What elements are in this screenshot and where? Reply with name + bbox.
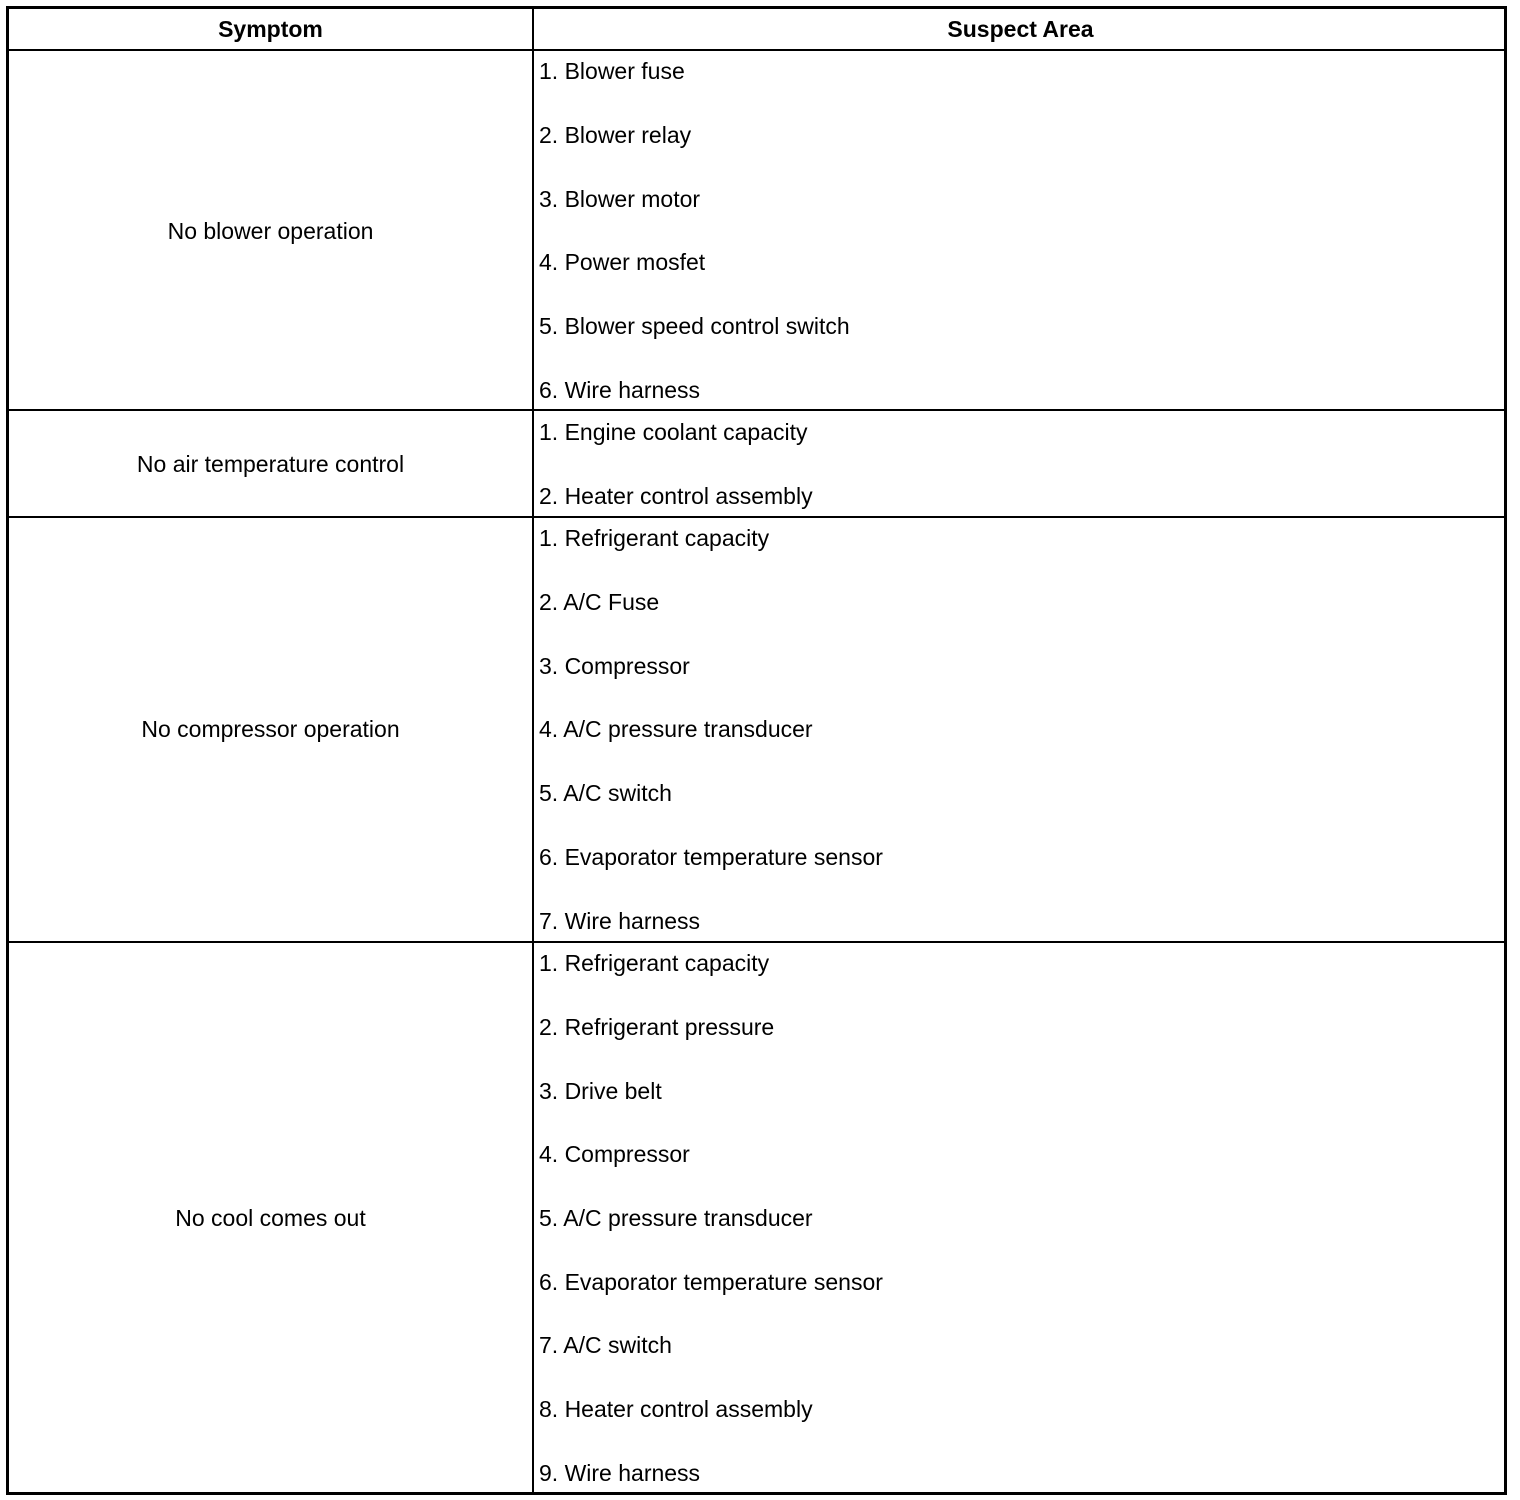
suspect-item: 1. Refrigerant capacity — [539, 525, 770, 551]
symptom-cell: No air temperature control — [136, 451, 405, 477]
suspect-item: 5. Blower speed control switch — [539, 313, 850, 339]
suspect-item: 9. Wire harness — [539, 1460, 701, 1486]
column-divider — [532, 9, 534, 1492]
suspect-item: 5. A/C switch — [539, 780, 672, 806]
row-divider — [9, 516, 1504, 518]
row-divider — [9, 941, 1504, 943]
suspect-item: 4. A/C pressure transducer — [539, 716, 813, 742]
symptom-cell: No blower operation — [167, 218, 374, 244]
suspect-item: 7. A/C switch — [539, 1332, 672, 1358]
suspect-item: 2. A/C Fuse — [539, 589, 660, 615]
header-suspect-area: Suspect Area — [947, 16, 1094, 42]
suspect-item: 2. Heater control assembly — [539, 483, 813, 509]
header-symptom: Symptom — [218, 16, 323, 42]
suspect-item: 3. Compressor — [539, 653, 690, 679]
symptom-cell: No cool comes out — [175, 1205, 366, 1231]
row-divider — [9, 409, 1504, 411]
suspect-item: 4. Compressor — [539, 1141, 690, 1167]
suspect-item: 2. Blower relay — [539, 122, 692, 148]
header-divider — [9, 49, 1504, 51]
suspect-item: 6. Wire harness — [539, 377, 701, 403]
suspect-item: 3. Blower motor — [539, 186, 701, 212]
suspect-item: 1. Blower fuse — [539, 58, 685, 84]
suspect-item: 1. Engine coolant capacity — [539, 419, 808, 445]
suspect-item: 6. Evaporator temperature sensor — [539, 1269, 883, 1295]
suspect-item: 1. Refrigerant capacity — [539, 950, 770, 976]
suspect-item: 2. Refrigerant pressure — [539, 1014, 775, 1040]
suspect-item: 3. Drive belt — [539, 1078, 662, 1104]
suspect-item: 8. Heater control assembly — [539, 1396, 813, 1422]
troubleshooting-table — [6, 6, 1507, 1495]
suspect-item: 6. Evaporator temperature sensor — [539, 844, 883, 870]
suspect-item: 7. Wire harness — [539, 908, 701, 934]
suspect-item: 5. A/C pressure transducer — [539, 1205, 813, 1231]
symptom-cell: No compressor operation — [141, 716, 400, 742]
suspect-item: 4. Power mosfet — [539, 249, 706, 275]
